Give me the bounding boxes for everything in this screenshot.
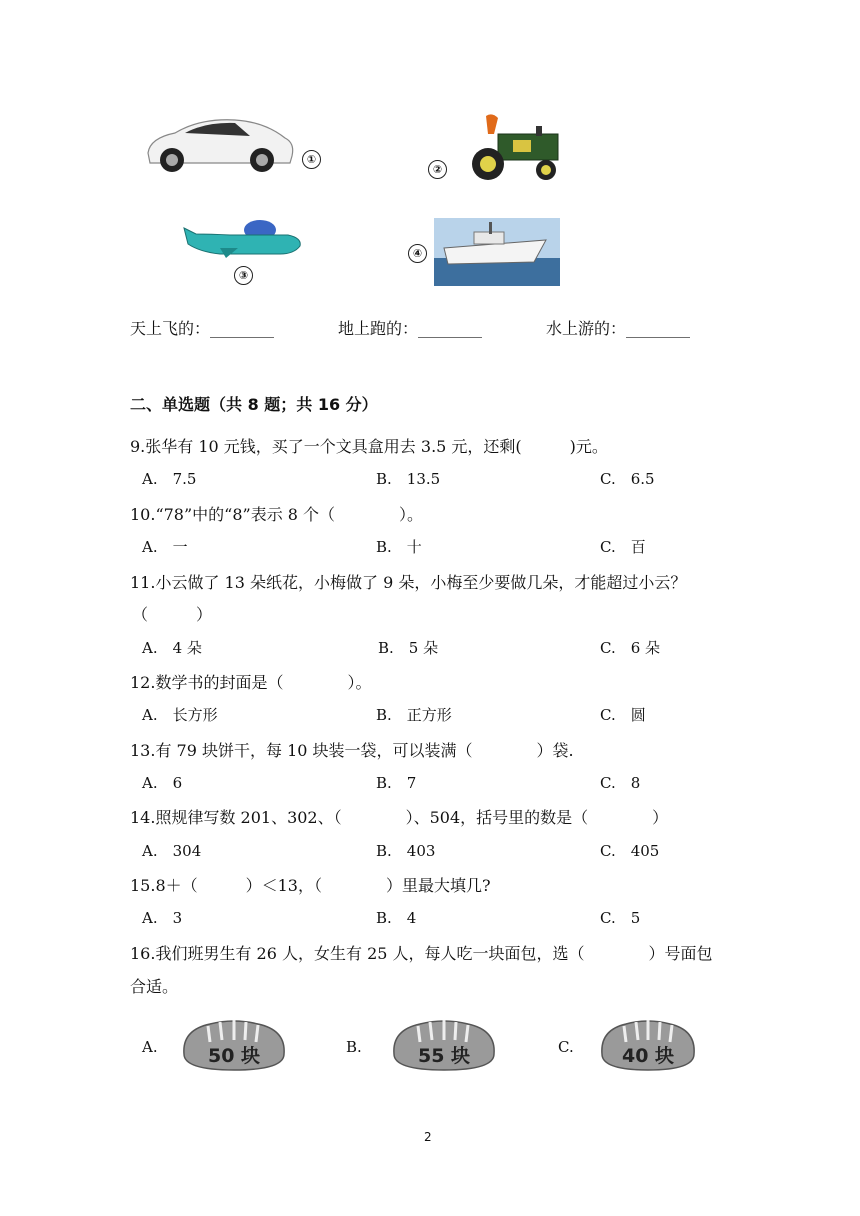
sky-answer: 天上飞的：________ <box>130 319 275 338</box>
land-answer: 地上跑的：________ <box>338 319 483 338</box>
question-10: 10.“78”中的“8”表示 8 个（ ）。 <box>130 505 424 524</box>
question-13: 13.有 79 块饼干，每 10 块装一袋，可以装满（ ）袋. <box>130 741 574 760</box>
question-16-line2: 合适。 <box>130 977 179 996</box>
q11-option-b[interactable]: B. 5 朵 <box>378 639 439 657</box>
bread-b-label: 55 块 <box>417 1045 471 1067</box>
bread-c[interactable] <box>598 1014 698 1074</box>
bread-a-label: 50 块 <box>207 1045 261 1067</box>
question-9: 9.张华有 10 元钱，买了一个文具盒用去 3.5 元，还剩( )元。 <box>130 437 608 456</box>
question-16: 16.我们班男生有 26 人，女生有 25 人，每人吃一块面包，选（ ）号面包 <box>130 944 713 963</box>
q14-option-c[interactable]: C. 405 <box>600 842 660 860</box>
question-12: 12.数学书的封面是（ ）。 <box>130 673 372 692</box>
question-11-line2: （ ） <box>132 605 213 624</box>
q9-option-c[interactable]: C. 6.5 <box>600 470 655 488</box>
plane-label: ③ <box>234 266 253 285</box>
tractor-image <box>458 112 568 184</box>
q12-option-c[interactable]: C. 圆 <box>600 706 646 724</box>
ship-label: ④ <box>408 244 427 263</box>
water-answer: 水上游的：________ <box>546 319 691 338</box>
q9-option-a[interactable]: A. 7.5 <box>142 470 197 488</box>
q10-option-a[interactable]: A. 一 <box>142 538 188 556</box>
q15-option-b[interactable]: B. 4 <box>376 909 417 927</box>
page-number: 2 <box>424 1130 432 1144</box>
ship-image <box>434 218 560 286</box>
tractor-label: ② <box>428 160 447 179</box>
bread-c-label: 40 块 <box>621 1045 675 1067</box>
q10-option-b[interactable]: B. 十 <box>376 538 422 556</box>
q9-option-b[interactable]: B. 13.5 <box>376 470 441 488</box>
question-15: 15.8＋（ ）＜13，（ ）里最大填几? <box>130 876 491 895</box>
question-11: 11.小云做了 13 朵纸花，小梅做了 9 朵，小梅至少要做几朵，才能超过小云？ <box>130 573 687 592</box>
q13-option-c[interactable]: C. 8 <box>600 774 641 792</box>
q11-option-c[interactable]: C. 6 朵 <box>600 639 661 657</box>
q12-option-a[interactable]: A. 长方形 <box>142 706 218 724</box>
q14-option-b[interactable]: B. 403 <box>376 842 436 860</box>
q16-option-b[interactable]: B. <box>346 1038 362 1056</box>
car-label: ① <box>302 150 321 169</box>
q15-option-a[interactable]: A. 3 <box>142 909 183 927</box>
car-image <box>140 108 300 178</box>
q10-option-c[interactable]: C. 百 <box>600 538 646 556</box>
q12-option-b[interactable]: B. 正方形 <box>376 706 452 724</box>
q16-option-a[interactable]: A. <box>142 1038 158 1056</box>
q13-option-b[interactable]: B. 7 <box>376 774 417 792</box>
bread-a[interactable] <box>180 1014 288 1074</box>
question-14: 14.照规律写数 201、302、（ ）、504，括号里的数是（ ） <box>130 808 669 827</box>
q11-option-a[interactable]: A. 4 朵 <box>142 639 202 657</box>
bread-b[interactable] <box>390 1014 498 1074</box>
plane-image <box>180 218 305 260</box>
q16-option-c[interactable]: C. <box>558 1038 574 1056</box>
section-title: 二、单选题（共 8 题；共 16 分） <box>130 395 378 414</box>
q13-option-a[interactable]: A. 6 <box>142 774 183 792</box>
q15-option-c[interactable]: C. 5 <box>600 909 641 927</box>
q14-option-a[interactable]: A. 304 <box>142 842 202 860</box>
